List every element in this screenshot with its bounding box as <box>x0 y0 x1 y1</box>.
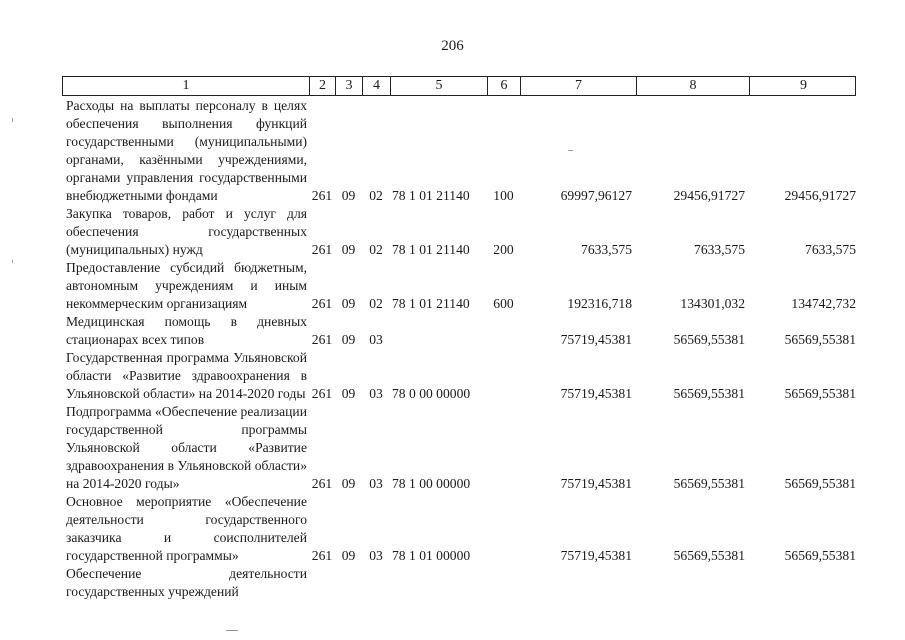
cell-amount-9: 56569,55381 <box>784 476 856 491</box>
table-row <box>62 493 856 565</box>
cell-amount-7: 69997,96127 <box>560 188 632 203</box>
cell-amount-7: 75719,45381 <box>560 332 632 347</box>
cell-amount-9: 7633,575 <box>805 242 856 257</box>
header-col-2: 2 <box>310 77 336 95</box>
cell-target-article: 78 1 01 21140 <box>392 188 470 203</box>
header-col-5: 5 <box>391 77 488 95</box>
cell-ministry: 261 <box>311 476 333 491</box>
table-row <box>62 349 856 403</box>
row-description: Расходы на выплаты персоналу в целях обеспечения выполнения функций государственными (муниципальными) органами, казёнными учреждениями, органами управления государственными внебюджетными фондами <box>66 98 307 203</box>
cell-ministry: 261 <box>311 386 333 401</box>
cell-amount-7: 75719,45381 <box>560 386 632 401</box>
row-description: Подпрограмма «Обеспечение реализации государственной программы Ульяновской области «Развитие здравоохранения в Ульяновской области» на 2014-2020 годы» <box>66 404 307 491</box>
cell-amount-9: 134742,732 <box>791 296 856 311</box>
cell-ministry: 261 <box>311 332 333 347</box>
table-body <box>62 97 856 599</box>
cell-target-article: 78 1 01 00000 <box>392 548 471 563</box>
scan-speck <box>12 260 13 263</box>
cell-section: 09 <box>341 476 356 491</box>
cell-expense-type: 100 <box>493 188 514 203</box>
cell-subsection: 02 <box>369 188 383 203</box>
cell-target-article: 78 0 00 00000 <box>392 386 471 401</box>
cell-subsection: 03 <box>369 476 383 491</box>
cell-amount-8: 29456,91727 <box>673 188 745 203</box>
cell-section: 09 <box>341 332 356 347</box>
cell-section: 09 <box>341 188 356 203</box>
header-col-8: 8 <box>637 77 750 95</box>
cell-subsection: 02 <box>369 242 383 257</box>
cell-target-article: 78 1 01 21140 <box>392 296 470 311</box>
cell-section: 09 <box>341 296 356 311</box>
row-description: Закупка товаров, работ и услуг для обеспечения государственных (муниципальных) нужд <box>66 206 307 257</box>
cell-ministry: 261 <box>311 548 333 563</box>
table-header <box>62 76 856 96</box>
cell-amount-8: 56569,55381 <box>673 332 745 347</box>
table-row <box>62 205 856 259</box>
cell-section: 09 <box>341 548 356 563</box>
cell-expense-type: 600 <box>493 296 514 311</box>
cell-amount-9: 56569,55381 <box>784 332 856 347</box>
cell-amount-9: 29456,91727 <box>784 188 856 203</box>
cell-section: 09 <box>341 242 356 257</box>
header-col-7: 7 <box>521 77 637 95</box>
table-row <box>62 565 856 599</box>
header-col-9: 9 <box>800 78 807 93</box>
header-col-3: 3 <box>336 77 363 95</box>
page-number: 206 <box>441 38 464 54</box>
cell-expense-type: 200 <box>493 242 514 257</box>
cell-amount-7: 7633,575 <box>581 242 632 257</box>
cell-section: 09 <box>341 386 356 401</box>
cell-subsection: 03 <box>369 548 383 563</box>
cell-amount-8: 56569,55381 <box>673 386 745 401</box>
cell-subsection: 02 <box>369 296 383 311</box>
cell-amount-8: 56569,55381 <box>673 548 745 563</box>
header-col-6: 6 <box>488 77 521 95</box>
cell-ministry: 261 <box>311 188 333 203</box>
scan-speck <box>226 630 238 631</box>
cell-amount-9: 56569,55381 <box>784 548 856 563</box>
cell-amount-8: 7633,575 <box>694 242 745 257</box>
table-row <box>62 313 856 349</box>
cell-target-article: 78 1 01 21140 <box>392 242 470 257</box>
table-row <box>62 259 856 313</box>
header-col-4: 4 <box>363 77 391 95</box>
cell-target-article: 78 1 00 00000 <box>392 476 471 491</box>
cell-subsection: 03 <box>369 332 383 347</box>
cell-amount-7: 192316,718 <box>567 296 632 311</box>
table-row <box>62 403 856 493</box>
cell-amount-7: 75719,45381 <box>560 476 632 491</box>
table-row <box>62 97 856 205</box>
cell-ministry: 261 <box>311 296 333 311</box>
row-description: Медицинская помощь в дневных стационарах всех типов <box>66 314 307 347</box>
row-description: Основное мероприятие «Обеспечение деятельности государственного заказчика и соисполнителей государственной программы» <box>66 494 307 563</box>
header-col-1: 1 <box>63 77 310 95</box>
scan-speck <box>568 150 573 151</box>
cell-amount-9: 56569,55381 <box>784 386 856 401</box>
row-description: Государственная программа Ульяновской области «Развитие здравоохранения в Ульяновской области» на 2014-2020 годы <box>66 350 307 401</box>
cell-ministry: 261 <box>311 242 333 257</box>
scan-speck <box>12 118 13 122</box>
cell-amount-8: 56569,55381 <box>673 476 745 491</box>
row-description: Предоставление субсидий бюджетным, автономным учреждениям и иным некоммерческим организациям <box>66 260 307 311</box>
cell-amount-8: 134301,032 <box>680 296 745 311</box>
cell-amount-7: 75719,45381 <box>560 548 632 563</box>
cell-subsection: 03 <box>369 386 383 401</box>
row-description: Обеспечение деятельности государственных учреждений <box>66 566 307 599</box>
